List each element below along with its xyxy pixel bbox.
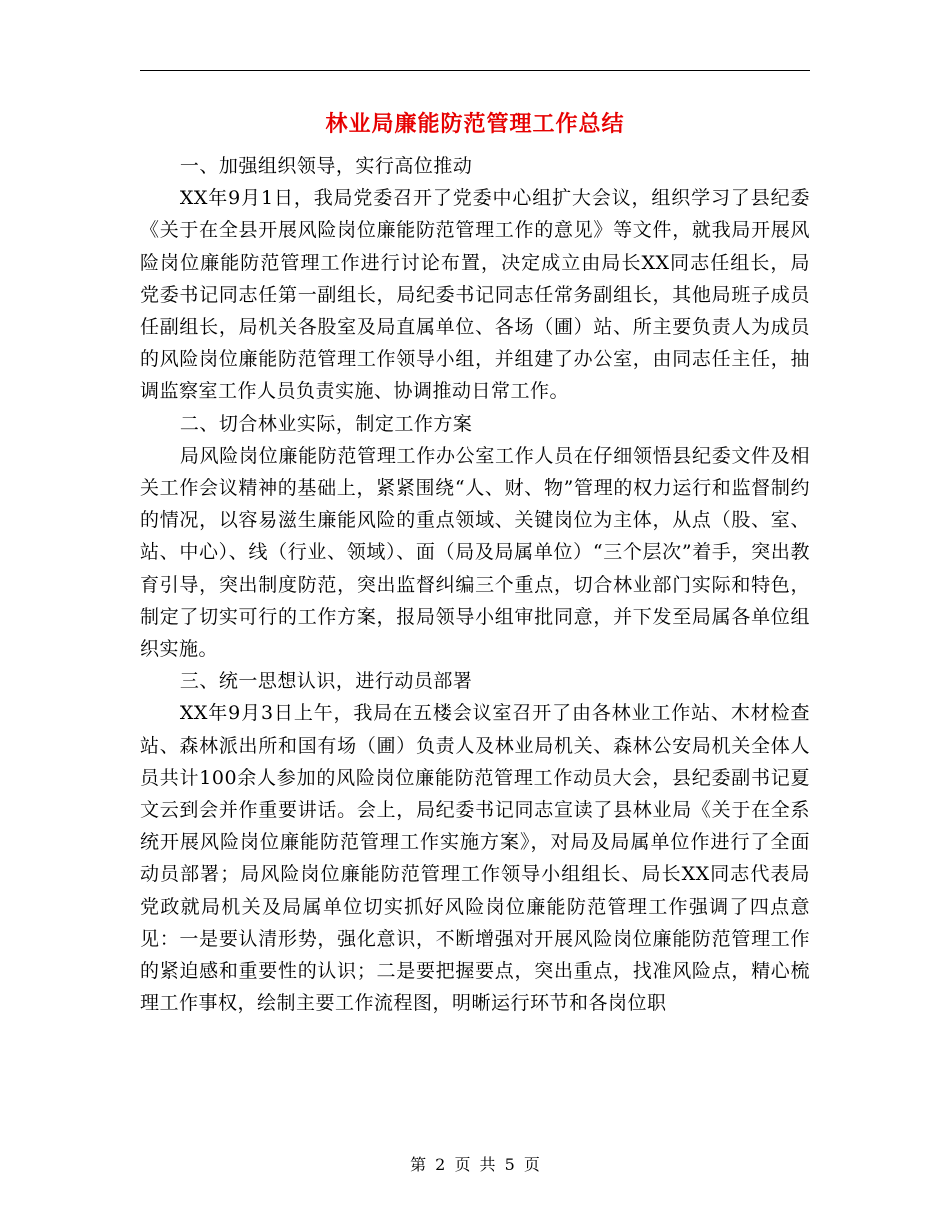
paragraph-1: XX年9月1日，我局党委召开了党委中心组扩大会议，组织学习了县纪委《关于在全县开展风险岗位廉能防范管理工作的意见》等文件，就我局开展风险岗位廉能防范管理工作进行讨论布置，决定成立由局长XX同志任组长，局党委书记同志任第一副组长，局纪委书记同志任常务副组长，其他局班子成员任副组长，局机关各股室及局直属单位、各场（圃）站、所主要负责人为成员的风险岗位廉能防范管理工作领导小组，并组建了办公室，由同志任主任，抽调监察室工作人员负责实施、协调推动日常工作。 (140, 187, 810, 403)
section-heading-1: 一、加强组织领导，实行高位推动 (179, 155, 473, 177)
document-title: 林业局廉能防范管理工作总结 (325, 112, 625, 137)
page-number-footer: 第 2 页 共 5 页 (410, 1155, 540, 1174)
document-body (140, 150, 810, 1019)
section-heading-2: 二、切合林业实际，制定工作方案 (179, 412, 473, 435)
header-rule (140, 70, 810, 71)
paragraph-3: XX年9月3日上午，我局在五楼会议室召开了由各林业工作站、木材检查站、森林派出所和国有场（圃）负责人及林业局机关、森林公安局机关全体人员共计100余人参加的风险岗位廉能防范管理工作动员大会，县纪委副书记夏文云到会并作重要讲话。会上，局纪委书记同志宣读了县林业局《关于在全系统开展风险岗位廉能防范管理工作实施方案》，对局及局属单位作进行了全面动员部署；局风险岗位廉能防范管理工作领导小组组长、局长XX同志代表局党政就局机关及局属单位切实抓好风险岗位廉能防范管理工作强调了四点意见：一是要认清形势，强化意识，不断增强对开展风险岗位廉能防范管理工作的紧迫感和重要性的认识；二是要把握要点，突出重点，找准风险点，精心梳理工作事权，绘制主要工作流程图，明晰运行环节和各岗位职 (140, 702, 810, 1015)
section-heading-3: 三、统一思想认识，进行动员部署 (179, 670, 473, 693)
paragraph-2: 局风险岗位廉能防范管理工作办公室工作人员在仔细领悟县纪委文件及相关工作会议精神的基础上，紧紧围绕“人、财、物”管理的权力运行和监督制约的情况，以容易滋生廉能风险的重点领域、关键岗位为主体，从点（股、室、站、中心）、线（行业、领域）、面（局及局属单位）“三个层次”着手，突出教育引导，突出制度防范，突出监督纠编三个重点，切合林业部门实际和特色，制定了切实可行的工作方案，报局领导小组审批同意，并下发至局属各单位组织实施。 (140, 444, 810, 661)
